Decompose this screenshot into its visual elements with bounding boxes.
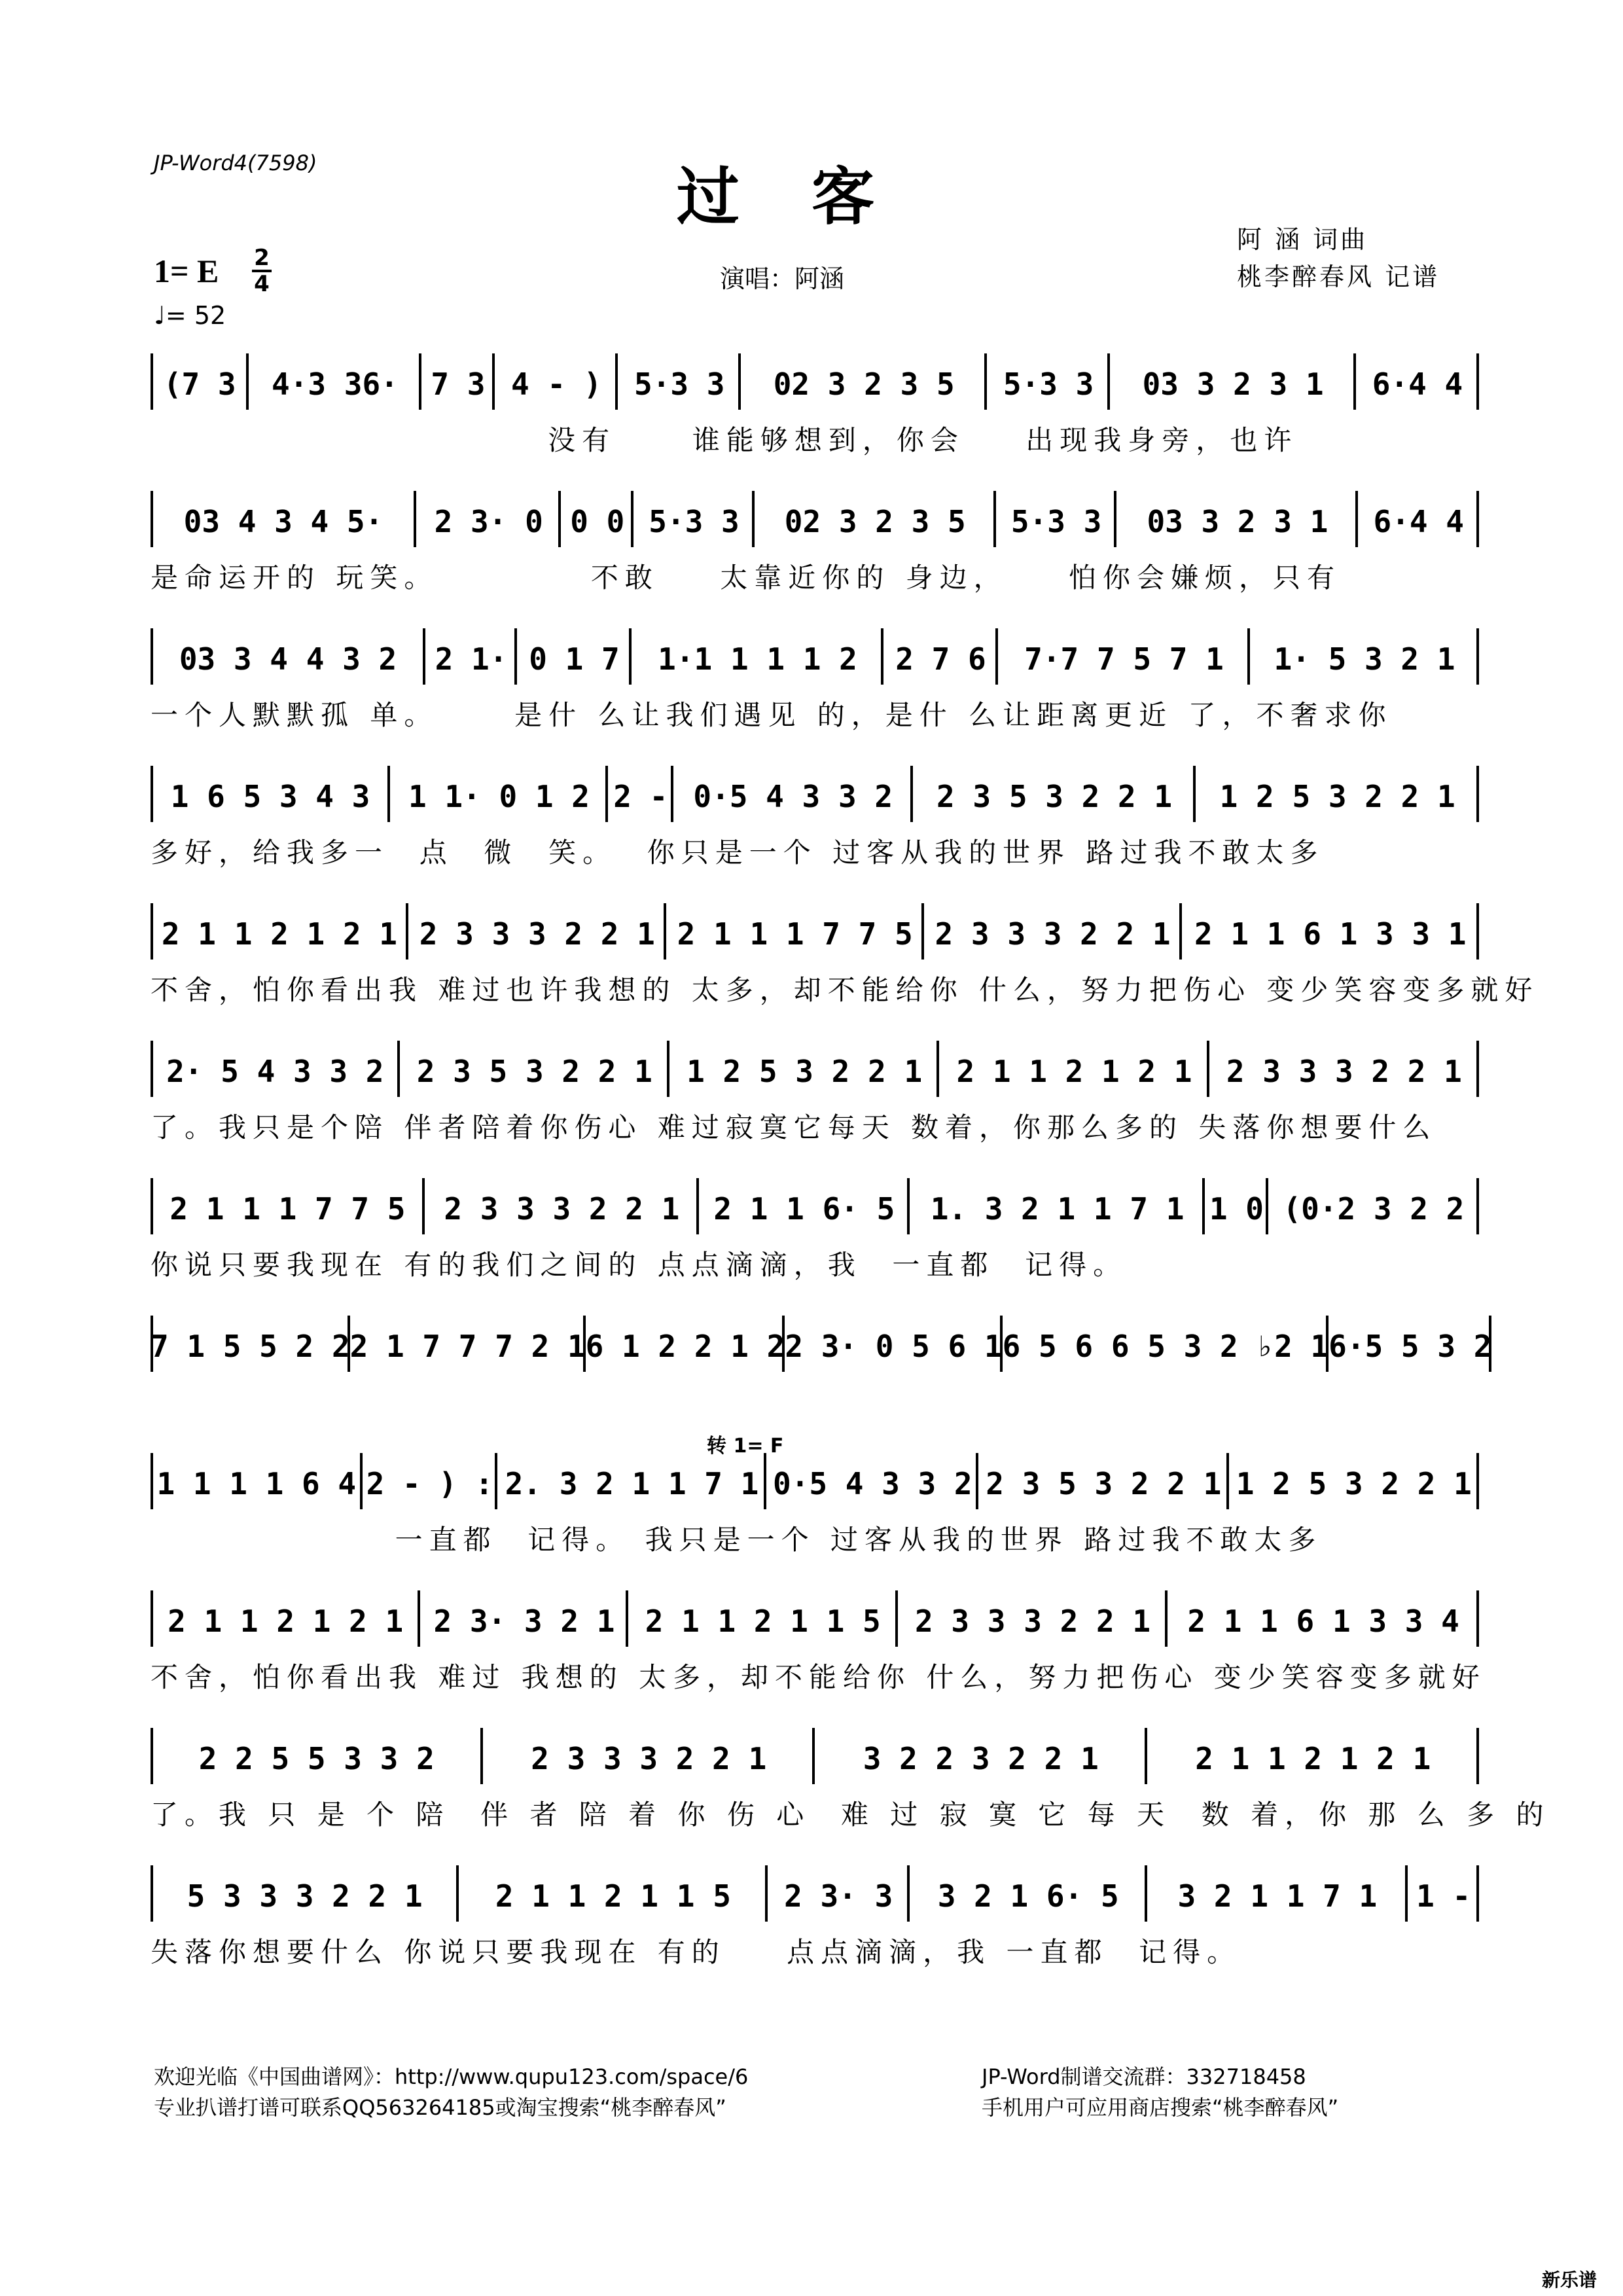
score-system — [151, 1865, 1479, 1990]
meter-bottom: 4 — [254, 271, 270, 297]
measure — [390, 766, 608, 818]
measure — [1168, 1590, 1479, 1643]
measure — [1229, 1453, 1479, 1505]
measure-notes: 6 5 6 6 5 3 2 ♭2 1 — [1002, 1329, 1329, 1364]
lyrics-line: 不舍，怕你看出我 难过 我想的 太多，却不能给你 什么，努力把伤心 变少笑容变多就好 — [151, 1661, 1486, 1693]
measure — [421, 353, 495, 406]
measure — [628, 1590, 898, 1643]
measure-notes: 2 7 6 — [895, 641, 986, 677]
score-system — [151, 1178, 1479, 1302]
time-signature — [252, 247, 272, 295]
measure — [151, 1178, 425, 1230]
measure — [939, 1041, 1209, 1093]
measure — [151, 491, 416, 543]
singer-credit: 演唱：阿涵 — [720, 264, 845, 293]
notes-row — [151, 903, 1479, 956]
measure-notes: 0 0 — [570, 504, 625, 539]
notes-row — [151, 491, 1479, 543]
measure-notes: 4·3 36· — [272, 367, 399, 402]
measure-notes: 3 2 1 6· 5 — [937, 1878, 1119, 1914]
measure — [416, 491, 561, 543]
measure — [618, 353, 741, 406]
score-system — [151, 628, 1479, 753]
modulation-mark: 转 1= F — [707, 1435, 784, 1458]
measure — [1250, 628, 1479, 681]
footer-line2-right: 手机用户可应用商店搜索“桃李醉春风” — [982, 2095, 1339, 2120]
measure — [1196, 766, 1479, 818]
footer-line1-left: 欢迎光临《中国曲谱网》：http://www.qupu123.com/space/6 — [154, 2064, 749, 2089]
measure — [561, 491, 633, 543]
measure — [151, 766, 390, 818]
measure-notes: 2 3· 0 — [434, 504, 543, 539]
measure — [913, 766, 1196, 818]
measure-notes: 1 1· 0 1 2 — [408, 779, 590, 814]
measure — [673, 766, 913, 818]
measure-notes: 7 1 5 5 2 2 — [151, 1329, 350, 1364]
measure-notes: 2 3 3 3 2 2 1 — [444, 1191, 680, 1227]
measure-notes: 03 3 2 3 1 — [1147, 504, 1329, 539]
measure-notes: 2 3 3 3 2 2 1 — [935, 916, 1171, 952]
measure-notes: 5·3 3 — [649, 504, 740, 539]
measure-notes: 2 1 1 2 1 1 5 — [645, 1604, 881, 1639]
score-system — [151, 766, 1479, 890]
footer-line2-left: 专业扒谱打谱可联系QQ563264185或淘宝搜索“桃李醉春风” — [154, 2095, 726, 2120]
measure — [741, 353, 987, 406]
measure — [1205, 1178, 1268, 1230]
measure-notes: 3 2 1 1 7 1 — [1177, 1878, 1378, 1914]
score-system — [151, 1435, 1479, 1577]
measure — [699, 1178, 910, 1230]
measure-notes: 03 3 2 3 1 — [1142, 367, 1324, 402]
key-signature: 1= E — [154, 253, 219, 289]
notes-row — [151, 1453, 1479, 1505]
measure — [425, 628, 517, 681]
measure-notes: 2 1 1 2 1 2 1 — [161, 916, 397, 952]
measure-notes: 2 3 3 3 2 2 1 — [1226, 1054, 1462, 1089]
measure-notes: 1 2 5 3 2 2 1 — [1219, 779, 1455, 814]
measure-notes: 1. 3 2 1 1 7 1 — [930, 1191, 1185, 1227]
measure-notes: 2 1 1 1 7 7 5 — [677, 916, 913, 952]
measure-notes: 2 1 1 2 1 1 5 — [495, 1878, 731, 1914]
measure — [151, 1590, 420, 1643]
measure — [151, 1041, 400, 1093]
measure-notes: 5·3 3 — [634, 367, 725, 402]
measure — [883, 628, 998, 681]
measure-notes: 2 3· 3 2 1 — [433, 1604, 615, 1639]
measure-notes: 2 3· 0 5 6 1 — [785, 1329, 1003, 1364]
lyrics-line: 失落你想要什么 你说只要我现在 有的 点点滴滴，我 一直都 记得。 — [151, 1936, 1241, 1968]
measure — [998, 628, 1250, 681]
measure-notes: 1·1 1 1 1 2 — [658, 641, 857, 677]
measure-notes: 1 1 1 1 6 4 — [156, 1466, 357, 1501]
measure-notes: 2 1 1 6 1 3 3 1 — [1194, 916, 1467, 952]
measure — [400, 1041, 669, 1093]
measure — [1182, 903, 1479, 956]
measure-notes: 1· 5 3 2 1 — [1274, 641, 1455, 677]
measure-notes: 1 0 — [1209, 1191, 1264, 1227]
measure — [978, 1453, 1228, 1505]
lyrics-line: 了。我 只 是 个 陪 伴 者 陪 着 你 伤 心 难 过 寂 寞 它 每 天 数 着，你 那 么 多 的 — [151, 1799, 1550, 1831]
measure — [1147, 1865, 1408, 1918]
measure-notes: 2 3 5 3 2 2 1 — [416, 1054, 652, 1089]
measure — [483, 1728, 815, 1780]
measure-notes: 2 1 1 6· 5 — [713, 1191, 895, 1227]
measure-notes: 2 3 5 3 2 2 1 — [936, 779, 1173, 814]
score-system — [151, 1728, 1550, 1852]
measure-notes: 5·3 3 — [1003, 367, 1094, 402]
measure — [425, 1178, 699, 1230]
notes-row — [151, 1316, 1492, 1368]
measure — [755, 491, 996, 543]
composer-credit: 阿 涵 词曲 — [1237, 225, 1368, 254]
notes-row — [151, 628, 1479, 681]
measure — [1003, 1316, 1329, 1368]
notes-row — [151, 1865, 1479, 1918]
measure — [1110, 353, 1356, 406]
measure-notes: (7 3 — [163, 367, 236, 402]
measure-notes: 1 - — [1416, 1878, 1471, 1914]
measure-notes: 1 2 5 3 2 2 1 — [687, 1054, 923, 1089]
measure-notes: 4 - ) — [511, 367, 602, 402]
measure — [586, 1316, 785, 1368]
measure — [459, 1865, 767, 1918]
measure-notes: 2 3 5 3 2 2 1 — [986, 1466, 1222, 1501]
lyrics-line: 没有 谁能够想到，你会 出现我身旁，也许 — [151, 424, 1298, 456]
measure-notes: 2 - — [613, 779, 668, 814]
measure-notes: 02 3 2 3 5 — [773, 367, 955, 402]
measure — [608, 766, 673, 818]
measure — [768, 1865, 910, 1918]
measure — [151, 1316, 350, 1368]
measure — [151, 353, 249, 406]
measure-notes: 2 3· 3 — [784, 1878, 893, 1914]
lyrics-line: 你说只要我现在 有的我们之间的 点点滴滴，我 一直都 记得。 — [151, 1249, 1128, 1281]
score-system — [151, 903, 1539, 1028]
measure — [898, 1590, 1168, 1643]
measure-notes: 2 1 7 7 7 2 1 — [349, 1329, 586, 1364]
measure — [420, 1590, 628, 1643]
tempo-marking: ♩= 52 — [154, 301, 226, 330]
measure-notes: 6 1 2 2 1 2 — [585, 1329, 785, 1364]
measure-notes: 6·4 4 — [1373, 504, 1464, 539]
measure-notes: 02 3 2 3 5 — [784, 504, 966, 539]
notes-row — [151, 1728, 1479, 1780]
measure-notes: 2 1 1 2 1 2 1 — [956, 1054, 1192, 1089]
measure — [924, 903, 1182, 956]
measure — [1209, 1041, 1479, 1093]
measure — [910, 1178, 1205, 1230]
measure — [1408, 1865, 1479, 1918]
measure — [815, 1728, 1147, 1780]
measure-notes: 03 4 3 4 5· — [183, 504, 383, 539]
measure — [785, 1316, 1002, 1368]
measure — [910, 1865, 1147, 1918]
page-title: 过客 — [677, 160, 946, 234]
measure-notes: 2 1· — [435, 641, 508, 677]
lyrics-line: 一个人默默孤 单。 是什 么让我们遇见 的，是什 么让距离更近 了，不奢求你 — [151, 699, 1393, 731]
source-label: JP-Word4(7598) — [154, 151, 317, 175]
measure — [996, 491, 1117, 543]
measure — [350, 1316, 586, 1368]
measure-notes: 2 3 3 3 2 2 1 — [531, 1741, 767, 1776]
measure-notes: 0·5 4 3 3 2 — [693, 779, 893, 814]
score-system — [151, 491, 1479, 615]
measure — [497, 1453, 767, 1505]
measure — [249, 353, 421, 406]
measure — [408, 903, 666, 956]
measure-notes: 2 2 5 5 3 3 2 — [198, 1741, 435, 1776]
measure-notes: (0·2 3 2 2 — [1283, 1191, 1465, 1227]
lyrics-line: 不舍，怕你看出我 难过也许我想的 太多，却不能给你 什么，努力把伤心 变少笑容变多就好 — [151, 974, 1539, 1006]
measure — [151, 903, 408, 956]
measure-notes: 2 1 1 2 1 2 1 — [168, 1604, 404, 1639]
measure — [666, 903, 924, 956]
measure-notes: 2· 5 4 3 3 2 — [166, 1054, 384, 1089]
measure-notes: 2 1 1 6 1 3 3 4 — [1187, 1604, 1459, 1639]
measure-notes: 03 3 4 4 3 2 — [179, 641, 397, 677]
measure-notes: 2. 3 2 1 1 7 1 — [505, 1466, 759, 1501]
measure — [1268, 1178, 1479, 1230]
footer-line1-right: JP-Word制谱交流群：332718458 — [982, 2064, 1306, 2089]
measure — [151, 1865, 459, 1918]
measure-notes: 1 6 5 3 4 3 — [170, 779, 370, 814]
measure-notes: 5·3 3 — [1010, 504, 1102, 539]
measure-notes: 6·4 4 — [1372, 367, 1463, 402]
measure-notes: 3 2 2 3 2 2 1 — [863, 1741, 1099, 1776]
lyrics-line: 了。我只是个陪 伴者陪着你伤心 难过寂寞它每天 数着，你那么多的 失落你想要什么 — [151, 1111, 1437, 1143]
measure-notes: 5 3 3 3 2 2 1 — [187, 1878, 423, 1914]
measure — [517, 628, 632, 681]
measure-notes: 2 1 1 2 1 2 1 — [1195, 1741, 1431, 1776]
measure — [632, 628, 883, 681]
lyrics-line: 多好，给我多一 点 微 笑。 你只是一个 过客从我的世界 路过我不敢太多 — [151, 836, 1325, 869]
lyrics-line: 一直都 记得。 我只是一个 过客从我的世界 路过我不敢太多 — [151, 1524, 1323, 1556]
measure-notes: 7 3 — [431, 367, 486, 402]
notes-row — [151, 1041, 1479, 1093]
measure-notes: 0·5 4 3 3 2 — [772, 1466, 972, 1501]
transcriber-credit: 桃李醉春风 记谱 — [1237, 262, 1440, 291]
notes-row — [151, 1590, 1479, 1643]
measure — [669, 1041, 939, 1093]
measure-notes: 2 3 3 3 2 2 1 — [419, 916, 655, 952]
notes-row — [151, 353, 1479, 406]
measure-notes: 2 3 3 3 2 2 1 — [915, 1604, 1151, 1639]
score-system — [151, 1041, 1479, 1165]
measure — [633, 491, 755, 543]
measure — [151, 1728, 483, 1780]
score-system — [151, 1590, 1486, 1715]
score-system — [151, 353, 1479, 478]
measure — [766, 1453, 978, 1505]
measure-notes: 2 - ) : — [366, 1466, 493, 1501]
measure-notes: 6·5 5 3 2 — [1329, 1329, 1492, 1364]
measure-notes: 2 1 1 1 7 7 5 — [169, 1191, 406, 1227]
notes-row — [151, 766, 1479, 818]
measure-notes: 0 1 7 — [529, 641, 620, 677]
measure — [1358, 491, 1479, 543]
measure — [495, 353, 618, 406]
lyrics-line: 是命运开的 玩笑。 不敢 太靠近你的 身边， 怕你会嫌烦，只有 — [151, 562, 1342, 594]
measure — [987, 353, 1110, 406]
measure-notes: 7·7 7 5 7 1 — [1024, 641, 1224, 677]
notes-row — [151, 1178, 1479, 1230]
score-system — [151, 1316, 1492, 1440]
measure — [1147, 1728, 1480, 1780]
measure — [151, 628, 425, 681]
measure — [1329, 1316, 1491, 1368]
measure — [1116, 491, 1358, 543]
meter-top: 2 — [254, 245, 270, 271]
measure — [151, 1453, 363, 1505]
measure — [363, 1453, 497, 1505]
measure-notes: 1 2 5 3 2 2 1 — [1236, 1466, 1472, 1501]
site-logo: 新乐谱 — [1541, 2269, 1597, 2291]
measure — [1356, 353, 1479, 406]
